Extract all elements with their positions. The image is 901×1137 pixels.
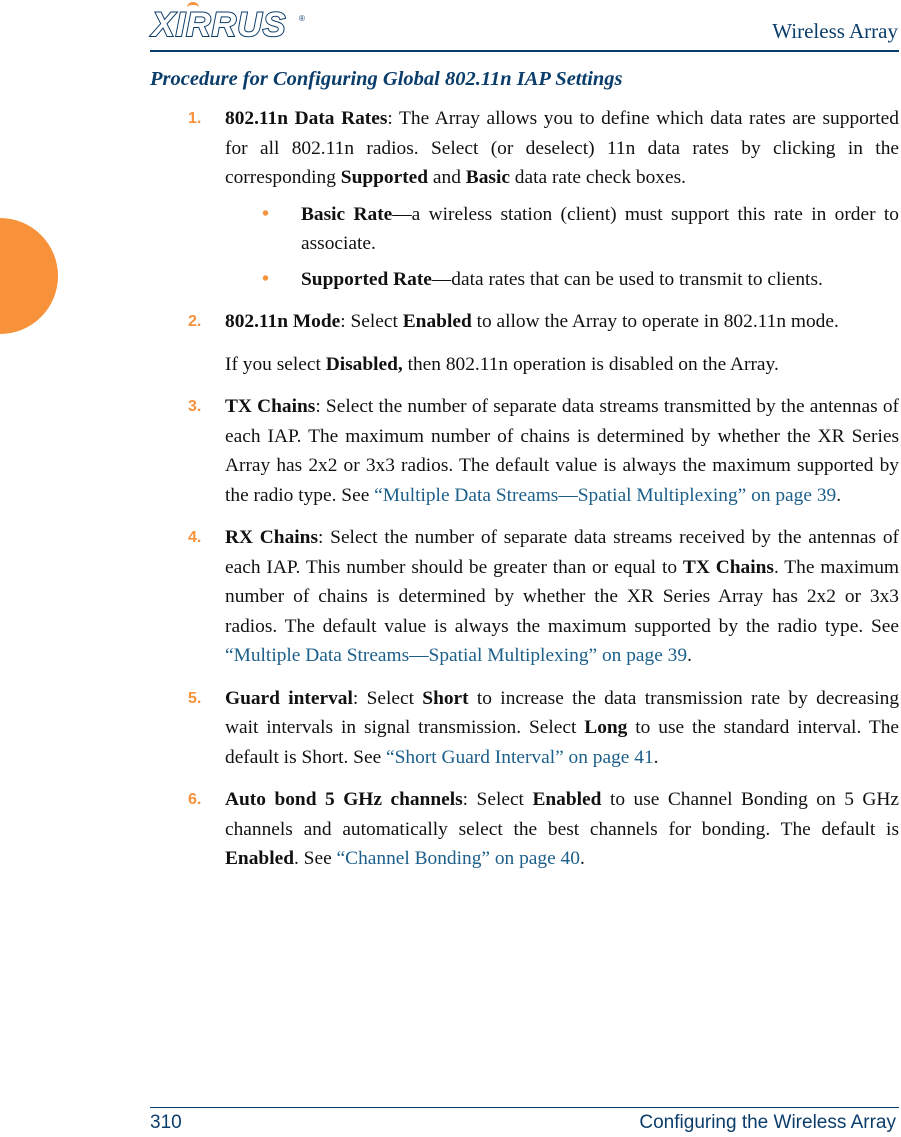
step-text <box>225 523 899 671</box>
step-text <box>225 392 899 510</box>
cross-reference-link[interactable]: “Short Guard Interval” on page 41 <box>386 746 654 768</box>
step-text-run: : Select <box>352 687 423 709</box>
step-number: 3. <box>188 398 202 415</box>
bold-term: Enabled <box>402 311 472 332</box>
step-term: Guard interval <box>225 687 353 709</box>
header-rule <box>150 50 899 52</box>
step-text-run: and <box>428 167 466 188</box>
bullet-text: —a wireless station (client) must support this rate in order to associate. <box>301 203 899 254</box>
bold-term: Short <box>422 687 469 709</box>
bold-term: Supported <box>340 167 429 188</box>
step-text-run: to increase the data transmission rate by decreasing wait intervals in signal transmission. Select <box>225 687 900 738</box>
step-subparagraph <box>225 350 899 380</box>
step-term: 802.11n Mode <box>225 311 341 332</box>
step-text-run: then 802.11n operation is disabled on the Array. <box>402 353 779 375</box>
step-term: RX Chains <box>225 527 318 548</box>
bold-term: TX Chains <box>682 556 774 578</box>
step-text <box>225 684 899 773</box>
bullet-list <box>225 200 899 295</box>
step-3 <box>188 392 899 510</box>
step-text-run: : Select the number of separate data streams transmitted by the antennas of each IAP. The maximum number of chains is determined by whether the XR Series Array has 2x2 or 3x3 radios. The default value is always the maximum supported by the radio type. See <box>225 396 899 506</box>
step-text <box>225 307 899 337</box>
step-text-run: : Select the number of separate data streams received by the antennas of each IAP. This number should be greater than or equal to <box>225 527 899 578</box>
footer-rule <box>150 1107 899 1108</box>
step-text-run: If you select <box>225 353 326 375</box>
cross-reference-link[interactable]: “Multiple Data Streams—Spatial Multiplexing” on page 39 <box>225 645 688 666</box>
step-text <box>225 104 899 193</box>
step-text-run: to allow the Array to operate in 802.11n mode. <box>471 311 839 332</box>
bold-term: Long <box>584 717 628 738</box>
bullet-item <box>225 200 899 259</box>
step-text-run: : Select <box>340 311 403 332</box>
bullet-term: Supported Rate <box>301 268 432 290</box>
step-text-run: . <box>653 746 659 768</box>
step-5 <box>188 684 899 773</box>
step-text-run: . <box>579 848 585 869</box>
step-text-run: data rate check boxes. <box>509 167 686 188</box>
bold-term: Basic <box>465 167 510 188</box>
page-number: 310 <box>150 1112 182 1133</box>
bold-term: Enabled <box>532 789 602 810</box>
step-text-run: . <box>687 645 692 666</box>
step-number: 4. <box>188 529 202 546</box>
step-4 <box>188 523 899 671</box>
bullet-text: —data rates that can be used to transmit to clients. <box>431 268 823 290</box>
bullet-item <box>225 265 899 295</box>
procedure-steps <box>188 104 899 887</box>
cross-reference-link[interactable]: “Channel Bonding” on page 40 <box>336 848 580 869</box>
step-text-run: : Select <box>462 789 533 810</box>
bold-term: Enabled <box>225 848 294 869</box>
step-text-run: . The maximum number of chains is determined by whether the XR Series Array has 2x2 or 3x3 radios. The default value is always the maximum supported by the radio type. See <box>225 556 899 637</box>
bullet-dot-icon: • <box>262 202 270 225</box>
step-text-run: . <box>836 484 842 506</box>
chapter-tab-marker <box>0 218 58 334</box>
cross-reference-link[interactable]: “Multiple Data Streams—Spatial Multiplexing” on page 39 <box>374 484 837 506</box>
step-text-run: to use the standard interval. The default is Short. See <box>225 717 899 768</box>
bullet-dot-icon: • <box>262 267 270 290</box>
step-text-run: : The Array allows you to define which data rates are supported for all 802.11n radios. Select (or deselect) 11n data rates by clicking in the corresponding <box>225 108 899 188</box>
step-term: TX Chains <box>225 396 316 417</box>
step-text <box>225 785 899 874</box>
step-number: 1. <box>188 110 202 127</box>
section-heading: Procedure for Configuring Global 802.11n IAP Settings <box>150 68 623 90</box>
step-6 <box>188 785 899 874</box>
step-number: 2. <box>188 313 202 330</box>
step-number: 6. <box>188 791 202 808</box>
step-number: 5. <box>188 689 202 707</box>
footer-chapter-title: Configuring the Wireless Array <box>639 1112 896 1133</box>
step-2 <box>188 307 899 379</box>
running-header-title: Wireless Array <box>772 19 898 43</box>
xirrus-logo: XIRRUS <box>152 6 287 44</box>
step-term: 802.11n Data Rates <box>225 108 388 129</box>
step-text-run: to use Channel Bonding on 5 GHz channels and automatically select the best channels for bonding. The default is <box>225 789 900 840</box>
step-1 <box>188 104 899 294</box>
step-term: Auto bond 5 GHz channels <box>225 789 463 810</box>
step-text-run: . See <box>293 848 337 869</box>
bold-term: Disabled, <box>325 353 403 375</box>
bullet-term: Basic Rate <box>301 203 393 225</box>
logo-registered-mark: ® <box>299 14 305 23</box>
